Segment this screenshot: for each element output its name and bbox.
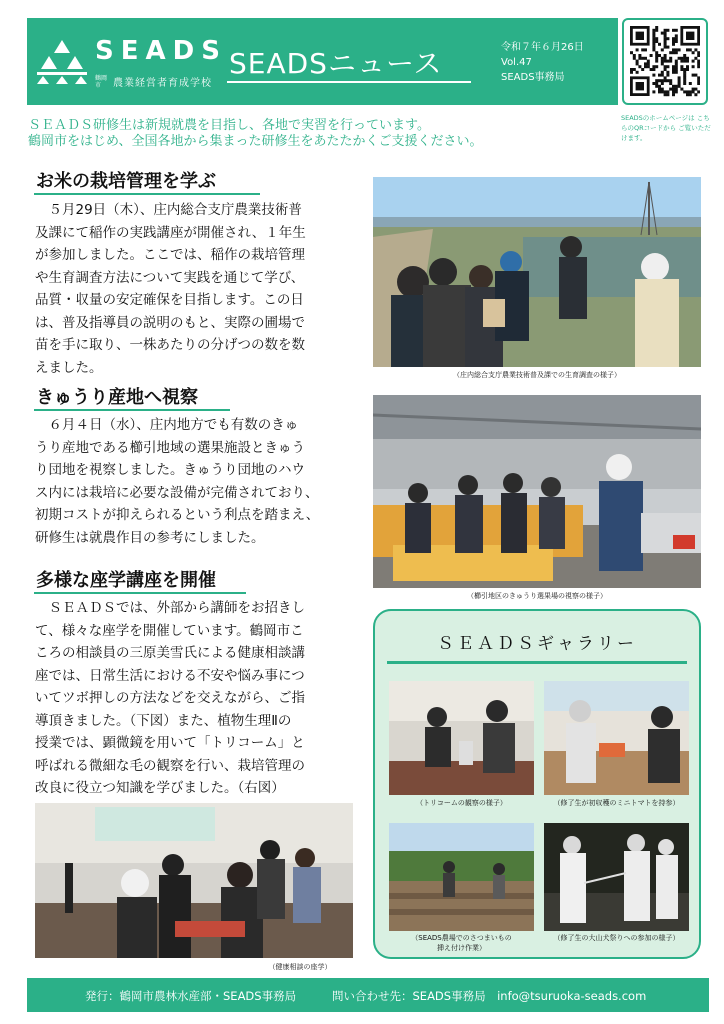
article-title-underline <box>34 592 246 594</box>
article-title-cucumber: きゅうり産地へ視察 <box>36 387 198 408</box>
footer-publisher: 発行：鶴岡市農林水産部・SEADS事務局 <box>85 989 297 1003</box>
lead-line: ＳＥＡＤＳ研修生は新規就農を目指し、各地で実習を行っています。 <box>28 118 430 133</box>
body-line: 苗を手に取り、一株あたりの分げつの数を数 <box>35 337 305 353</box>
issue-office: SEADS事務局 <box>501 72 565 83</box>
caption-cucumber: （櫛引地区のきゅうり選果場の視察の様子） <box>467 592 607 600</box>
gallery-caption <box>544 933 689 943</box>
photo-rice-field <box>373 177 701 367</box>
body-line: 品質・収量の安定確保を目指します。この日 <box>35 292 304 308</box>
issue-meta <box>501 40 584 85</box>
body-line: 研修生は就農作目の参考にしました。 <box>35 529 265 546</box>
qr-note: SEADSのホームページは こちらのQRコードから ご覧いただけます。 <box>621 114 711 142</box>
gallery-caption-line: （修了生が初収穫のミニトマトを持参） <box>553 799 680 807</box>
seads-logo <box>37 36 227 96</box>
body-line: て、様々な座学を開催しています。鶴岡市こ <box>35 622 304 639</box>
gallery-photo-tomato <box>544 681 689 795</box>
body-line: 呼ばれる微細な毛の観察を行い、栽培管理の <box>35 757 305 774</box>
gallery-title: ＳＥＡＤＳギャラリー <box>437 634 637 654</box>
logo-kicker: 鶴岡市 <box>95 75 108 89</box>
gallery-caption <box>389 933 534 953</box>
issue-volume: Vol.47 <box>501 57 532 68</box>
body-line: ６月４日（水）、庄内地方でも有数のきゅ <box>35 417 299 433</box>
body-line: が参加しました。ここでは、稲作の栽培管理 <box>35 247 305 263</box>
gallery-panel <box>373 609 701 959</box>
article-title-underline <box>34 193 260 195</box>
body-line: ＳＥＡＤＳでは、外部から講師をお招きし <box>35 600 305 616</box>
seads-mark-icon <box>37 40 87 84</box>
lead-text <box>28 118 618 150</box>
newsletter-title: SEADSニュース <box>229 47 443 80</box>
gallery-photo-sweetpotato <box>389 823 534 931</box>
issue-date: 令和７年６月26日 <box>501 42 584 53</box>
body-line: えました。 <box>35 359 103 376</box>
article-body-rice <box>35 199 355 379</box>
body-line: 初期コストが抑えられるという利点を踏まえ、 <box>35 507 320 523</box>
logo-wordmark: SEADS <box>95 36 227 66</box>
logo-subtitle: 農業経営者育成学校 <box>113 78 212 89</box>
body-line: 座では、日常生活における不安や悩み事につ <box>35 667 305 684</box>
body-line: いてツボ押しの方法などを交えながら、ご指 <box>35 690 305 706</box>
article-title-rice: お米の栽培管理を学ぶ <box>36 171 216 192</box>
gallery-caption-line: 挿え付け作業） <box>437 944 486 952</box>
footer-contact: 問い合わせ先：SEADS事務局 info@tsuruoka-seads.com <box>332 989 647 1003</box>
title-underline <box>227 81 471 83</box>
body-line: り団地を視察しました。きゅうり団地のハウ <box>35 462 305 478</box>
gallery-title-underline <box>387 661 687 664</box>
article-title-lectures: 多様な座学講座を開催 <box>36 570 216 591</box>
article-body-cucumber <box>35 414 355 549</box>
body-line: うり産地である櫛引地域の選果施設ときゅう <box>35 439 305 456</box>
header-banner <box>27 18 618 105</box>
footer-bar <box>27 978 709 1012</box>
body-line: 導頂きました。（下図）また、植物生理Ⅱの <box>35 712 292 729</box>
body-line: ５月29日（木）、庄内総合支庁農業技術普 <box>35 202 302 218</box>
photo-cucumber-facility <box>373 395 701 588</box>
gallery-caption-line: （SEADS農場でのさつまいもの <box>411 934 512 942</box>
body-line: 改良に役立つ知識を学びました。（右図） <box>35 780 285 796</box>
body-line: 授業では、顕微鏡を用いて「トリコーム」と <box>35 735 305 751</box>
caption-lecture: （健康相談の座学） <box>268 963 332 971</box>
gallery-caption <box>389 798 534 808</box>
body-line: は、普及指導員の説明のもと、実際の圃場で <box>35 314 305 331</box>
gallery-photo-festival <box>544 823 689 931</box>
body-line: や生育調査方法について実践を通じて学び、 <box>35 269 305 286</box>
qr-code-icon <box>630 26 700 97</box>
photo-lecture <box>35 803 353 958</box>
body-line: ころの相談員の三原美雪氏による健康相談講 <box>35 645 305 661</box>
gallery-caption-line: （修了生の大山犬祭りへの参加の様子） <box>553 934 680 942</box>
lead-line: 鶴岡市をはじめ、全国各地から集まった研修生をあたたかくご支援ください。 <box>28 134 483 149</box>
body-line: 及課にて稲作の実践講座が開催され、１年生 <box>35 224 306 241</box>
article-title-underline <box>34 409 230 411</box>
gallery-caption <box>544 798 689 808</box>
body-line: ス内には栽培に必要な設備が完備されており、 <box>35 484 319 501</box>
gallery-caption-line: （トリコームの観察の様子） <box>416 799 507 807</box>
article-body-lectures <box>35 597 355 800</box>
caption-rice: （庄内総合支庁農業技術普及課での生育調査の様子） <box>453 371 621 379</box>
gallery-photo-trichome <box>389 681 534 795</box>
qr-code[interactable] <box>622 18 708 105</box>
